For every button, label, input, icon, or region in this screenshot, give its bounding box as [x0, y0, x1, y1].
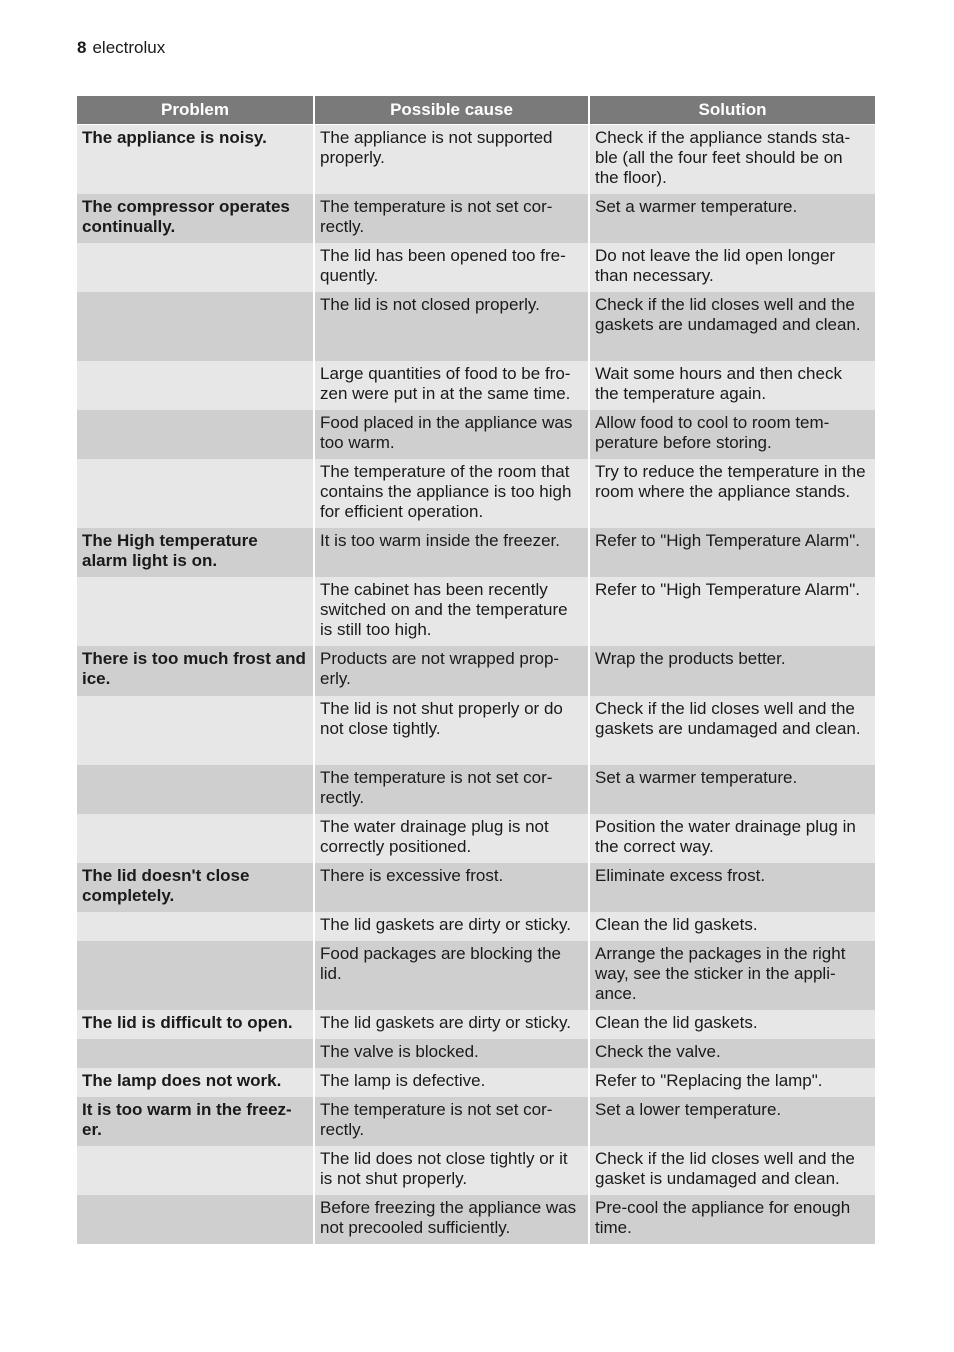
solution-cell: Set a warmer temperature. [590, 765, 875, 814]
problem-cell [77, 941, 315, 1010]
problem-cell: The High temperature alarm light is on. [77, 528, 315, 577]
page-number: 8 [77, 38, 87, 57]
table-row [77, 646, 875, 696]
cause-cell: Before freezing the appliance was not precooled sufficiently. [315, 1195, 590, 1244]
troubleshooting-table [77, 96, 875, 1244]
table-row [77, 1068, 875, 1097]
problem-cell: It is too warm in the freez-er. [77, 1097, 315, 1146]
cause-cell: Large quantities of food to be fro-zen were put in at the same time. [315, 361, 590, 410]
solution-cell: Position the water drainage plug in the correct way. [590, 814, 875, 863]
problem-cell [77, 361, 315, 410]
table-row [77, 361, 875, 410]
cause-cell: The temperature is not set cor-rectly. [315, 765, 590, 814]
cause-cell: The lid is not closed properly. [315, 292, 590, 361]
table-row [77, 125, 875, 194]
solution-cell: Arrange the packages in the right way, see the sticker in the appli-ance. [590, 941, 875, 1010]
table-row [77, 1010, 875, 1039]
table-body [77, 125, 875, 1244]
table-row [77, 1039, 875, 1068]
problem-cell [77, 1039, 315, 1068]
problem-cell [77, 814, 315, 863]
table-row [77, 863, 875, 912]
solution-cell: Check if the lid closes well and the gasket is undamaged and clean. [590, 1146, 875, 1195]
cause-cell: The valve is blocked. [315, 1039, 590, 1068]
table-row [77, 1146, 875, 1195]
cause-cell: The temperature is not set cor-rectly. [315, 194, 590, 243]
table-row [77, 194, 875, 243]
solution-cell: Do not leave the lid open longer than necessary. [590, 243, 875, 292]
solution-cell: Check if the lid closes well and the gaskets are undamaged and clean. [590, 292, 875, 361]
problem-cell [77, 765, 315, 814]
page-header [77, 38, 165, 58]
problem-cell [77, 1195, 315, 1244]
solution-cell: Refer to "High Temperature Alarm". [590, 577, 875, 646]
problem-cell: The lamp does not work. [77, 1068, 315, 1097]
table-row [77, 696, 875, 765]
cause-cell: Food placed in the appliance was too warm. [315, 410, 590, 459]
problem-cell [77, 696, 315, 765]
column-header-problem: Problem [77, 96, 315, 125]
cause-cell: Products are not wrapped prop-erly. [315, 646, 590, 696]
solution-cell: Set a warmer temperature. [590, 194, 875, 243]
solution-cell: Set a lower temperature. [590, 1097, 875, 1146]
cause-cell: The lid gaskets are dirty or sticky. [315, 1010, 590, 1039]
table-row [77, 1195, 875, 1244]
solution-cell: Try to reduce the temperature in the room where the appliance stands. [590, 459, 875, 528]
table-row [77, 459, 875, 528]
table-row [77, 577, 875, 646]
table-row [77, 1097, 875, 1146]
table-row [77, 292, 875, 361]
table-row [77, 410, 875, 459]
cause-cell: The lamp is defective. [315, 1068, 590, 1097]
cause-cell: Food packages are blocking the lid. [315, 941, 590, 1010]
solution-cell: Wrap the products better. [590, 646, 875, 696]
problem-cell [77, 577, 315, 646]
cause-cell: The lid has been opened too fre-quently. [315, 243, 590, 292]
solution-cell: Check the valve. [590, 1039, 875, 1068]
problem-cell [77, 410, 315, 459]
problem-cell [77, 912, 315, 941]
solution-cell: Eliminate excess frost. [590, 863, 875, 912]
solution-cell: Check if the lid closes well and the gaskets are undamaged and clean. [590, 696, 875, 765]
solution-cell: Refer to "High Temperature Alarm". [590, 528, 875, 577]
problem-cell: There is too much frost and ice. [77, 646, 315, 696]
problem-cell: The lid doesn't close completely. [77, 863, 315, 912]
solution-cell: Check if the appliance stands sta-ble (all the four feet should be on the floor). [590, 125, 875, 194]
table-row [77, 528, 875, 577]
cause-cell: The cabinet has been recently switched on and the temperature is still too high. [315, 577, 590, 646]
solution-cell: Wait some hours and then check the temperature again. [590, 361, 875, 410]
column-header-solution: Solution [590, 96, 875, 125]
problem-cell: The appliance is noisy. [77, 125, 315, 194]
solution-cell: Allow food to cool to room tem-perature before storing. [590, 410, 875, 459]
solution-cell: Refer to "Replacing the lamp". [590, 1068, 875, 1097]
brand-name: electrolux [92, 38, 166, 57]
cause-cell: The lid gaskets are dirty or sticky. [315, 912, 590, 941]
cause-cell: The water drainage plug is not correctly positioned. [315, 814, 590, 863]
solution-cell: Pre-cool the appliance for enough time. [590, 1195, 875, 1244]
solution-cell: Clean the lid gaskets. [590, 912, 875, 941]
table-row [77, 765, 875, 814]
table-row [77, 912, 875, 941]
cause-cell: The lid is not shut properly or do not close tightly. [315, 696, 590, 765]
table-row [77, 814, 875, 863]
cause-cell: There is excessive frost. [315, 863, 590, 912]
table-header-row [77, 96, 875, 125]
problem-cell: The compressor operates continually. [77, 194, 315, 243]
cause-cell: The appliance is not supported properly. [315, 125, 590, 194]
cause-cell: It is too warm inside the freezer. [315, 528, 590, 577]
problem-cell [77, 292, 315, 361]
problem-cell: The lid is difficult to open. [77, 1010, 315, 1039]
solution-cell: Clean the lid gaskets. [590, 1010, 875, 1039]
problem-cell [77, 1146, 315, 1195]
cause-cell: The lid does not close tightly or it is not shut properly. [315, 1146, 590, 1195]
column-header-cause: Possible cause [315, 96, 590, 125]
problem-cell [77, 459, 315, 528]
cause-cell: The temperature of the room that contains the appliance is too high for efficient operation. [315, 459, 590, 528]
problem-cell [77, 243, 315, 292]
table-row [77, 941, 875, 1010]
table-row [77, 243, 875, 292]
cause-cell: The temperature is not set cor-rectly. [315, 1097, 590, 1146]
